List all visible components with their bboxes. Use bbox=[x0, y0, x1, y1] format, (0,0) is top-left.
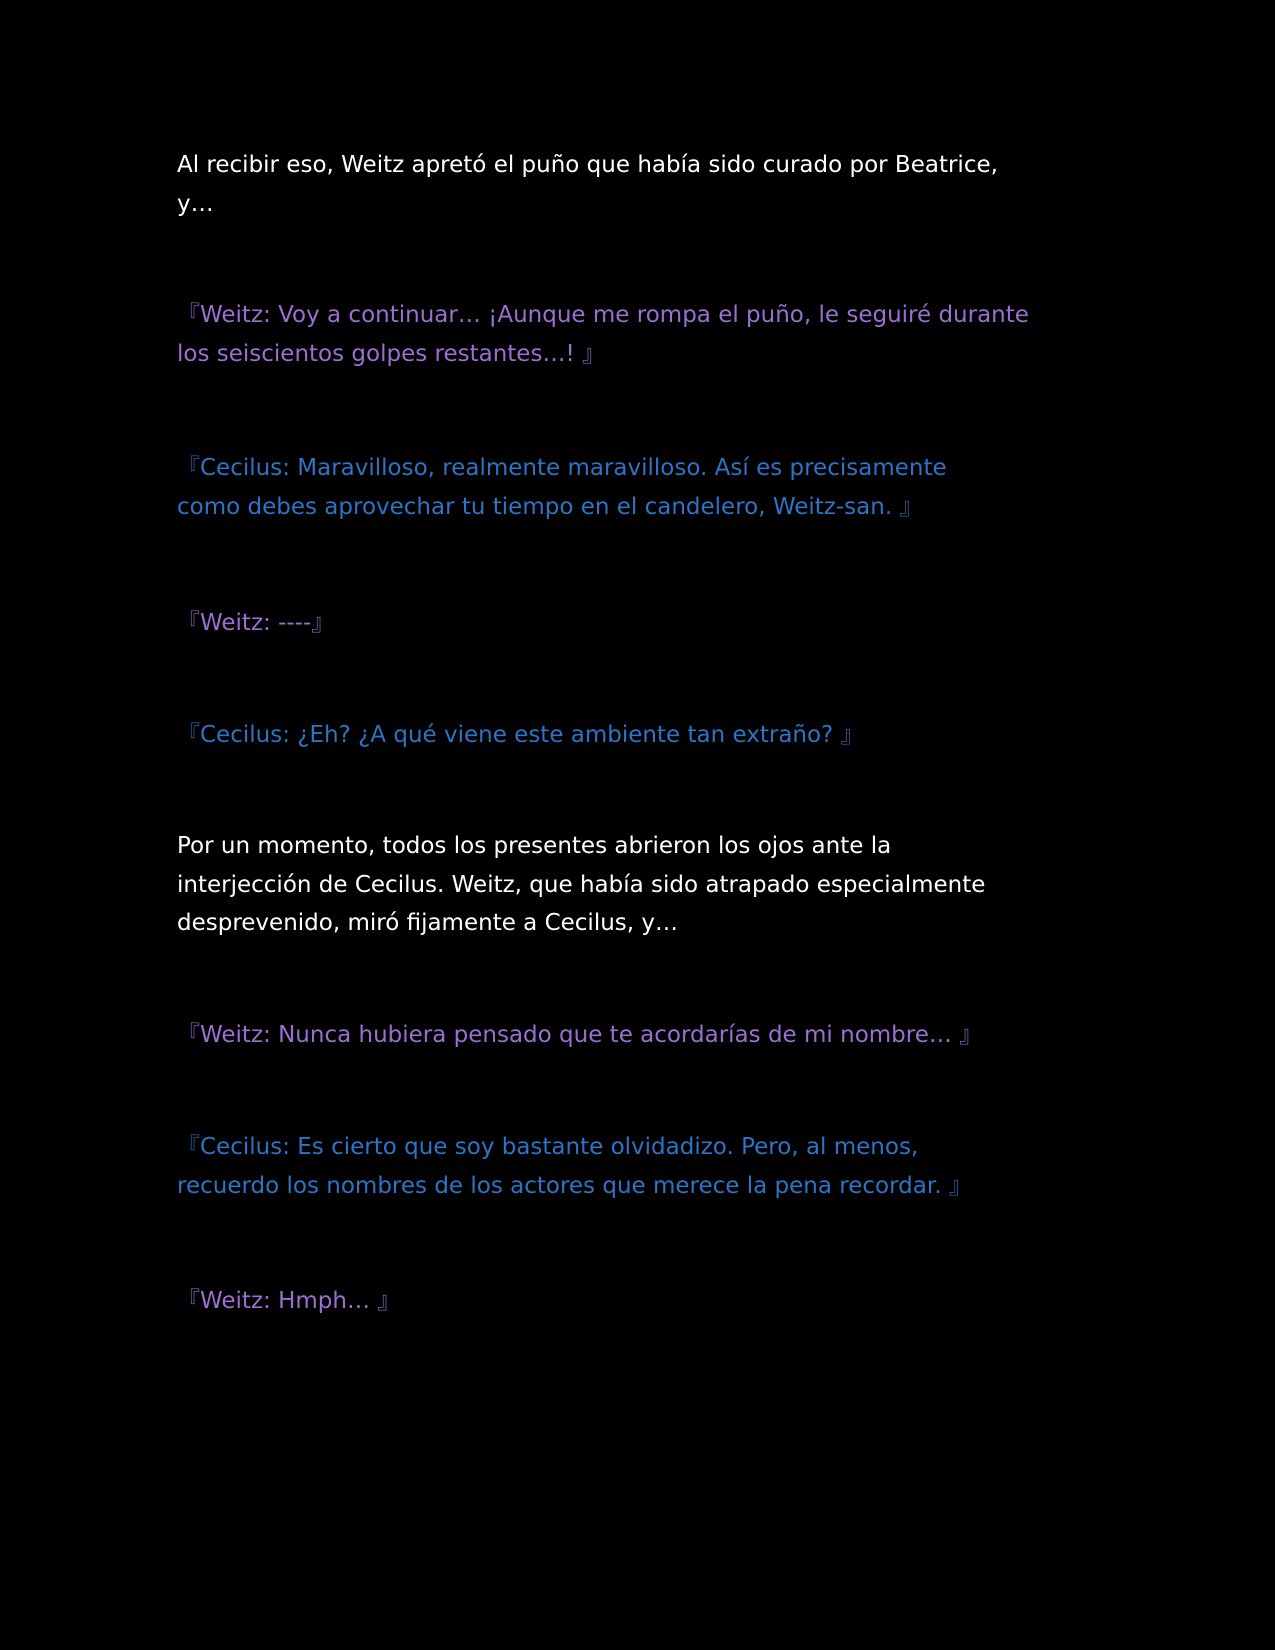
text-line: Al recibir eso, Weitz apretó el puño que había sido curado por Beatrice, bbox=[177, 152, 998, 178]
text-line: 『Weitz: Nunca hubiera pensado que te acordarías de mi nombre… 』 bbox=[177, 1022, 983, 1048]
weitz-dialogue bbox=[177, 1016, 1097, 1055]
text-line: como debes aprovechar tu tiempo en el candelero, Weitz-san. 』 bbox=[177, 494, 923, 520]
text-line: 『Weitz: Hmph… 』 bbox=[177, 1288, 401, 1314]
weitz-dialogue bbox=[177, 296, 1097, 374]
cecilus-dialogue bbox=[177, 1128, 1097, 1206]
text-line: 『Cecilus: Maravilloso, realmente maravilloso. Así es precisamente bbox=[177, 455, 947, 481]
text-line: Por un momento, todos los presentes abrieron los ojos ante la bbox=[177, 833, 892, 859]
text-line: interjección de Cecilus. Weitz, que había sido atrapado especialmente bbox=[177, 871, 986, 898]
document-page bbox=[177, 0, 1097, 1650]
text-line: 『Weitz: Voy a continuar… ¡Aunque me rompa el puño, le seguiré durante bbox=[177, 302, 1029, 328]
weitz-dialogue bbox=[177, 604, 1097, 643]
text-line: y… bbox=[177, 190, 214, 217]
weitz-dialogue bbox=[177, 1282, 1097, 1321]
narration-paragraph bbox=[177, 827, 1097, 943]
cecilus-dialogue bbox=[177, 449, 1097, 527]
narration-paragraph bbox=[177, 146, 1097, 223]
text-line: recuerdo los nombres de los actores que merece la pena recordar. 』 bbox=[177, 1173, 972, 1199]
text-line: los seiscientos golpes restantes…! 』 bbox=[177, 341, 605, 367]
text-line: 『Cecilus: Es cierto que soy bastante olvidadizo. Pero, al menos, bbox=[177, 1134, 919, 1160]
cecilus-dialogue bbox=[177, 716, 1097, 755]
text-line: 『Weitz: ----』 bbox=[177, 610, 335, 636]
text-line: desprevenido, miró fijamente a Cecilus, y… bbox=[177, 910, 679, 936]
text-line: 『Cecilus: ¿Eh? ¿A qué viene este ambiente tan extraño? 』 bbox=[177, 722, 864, 748]
